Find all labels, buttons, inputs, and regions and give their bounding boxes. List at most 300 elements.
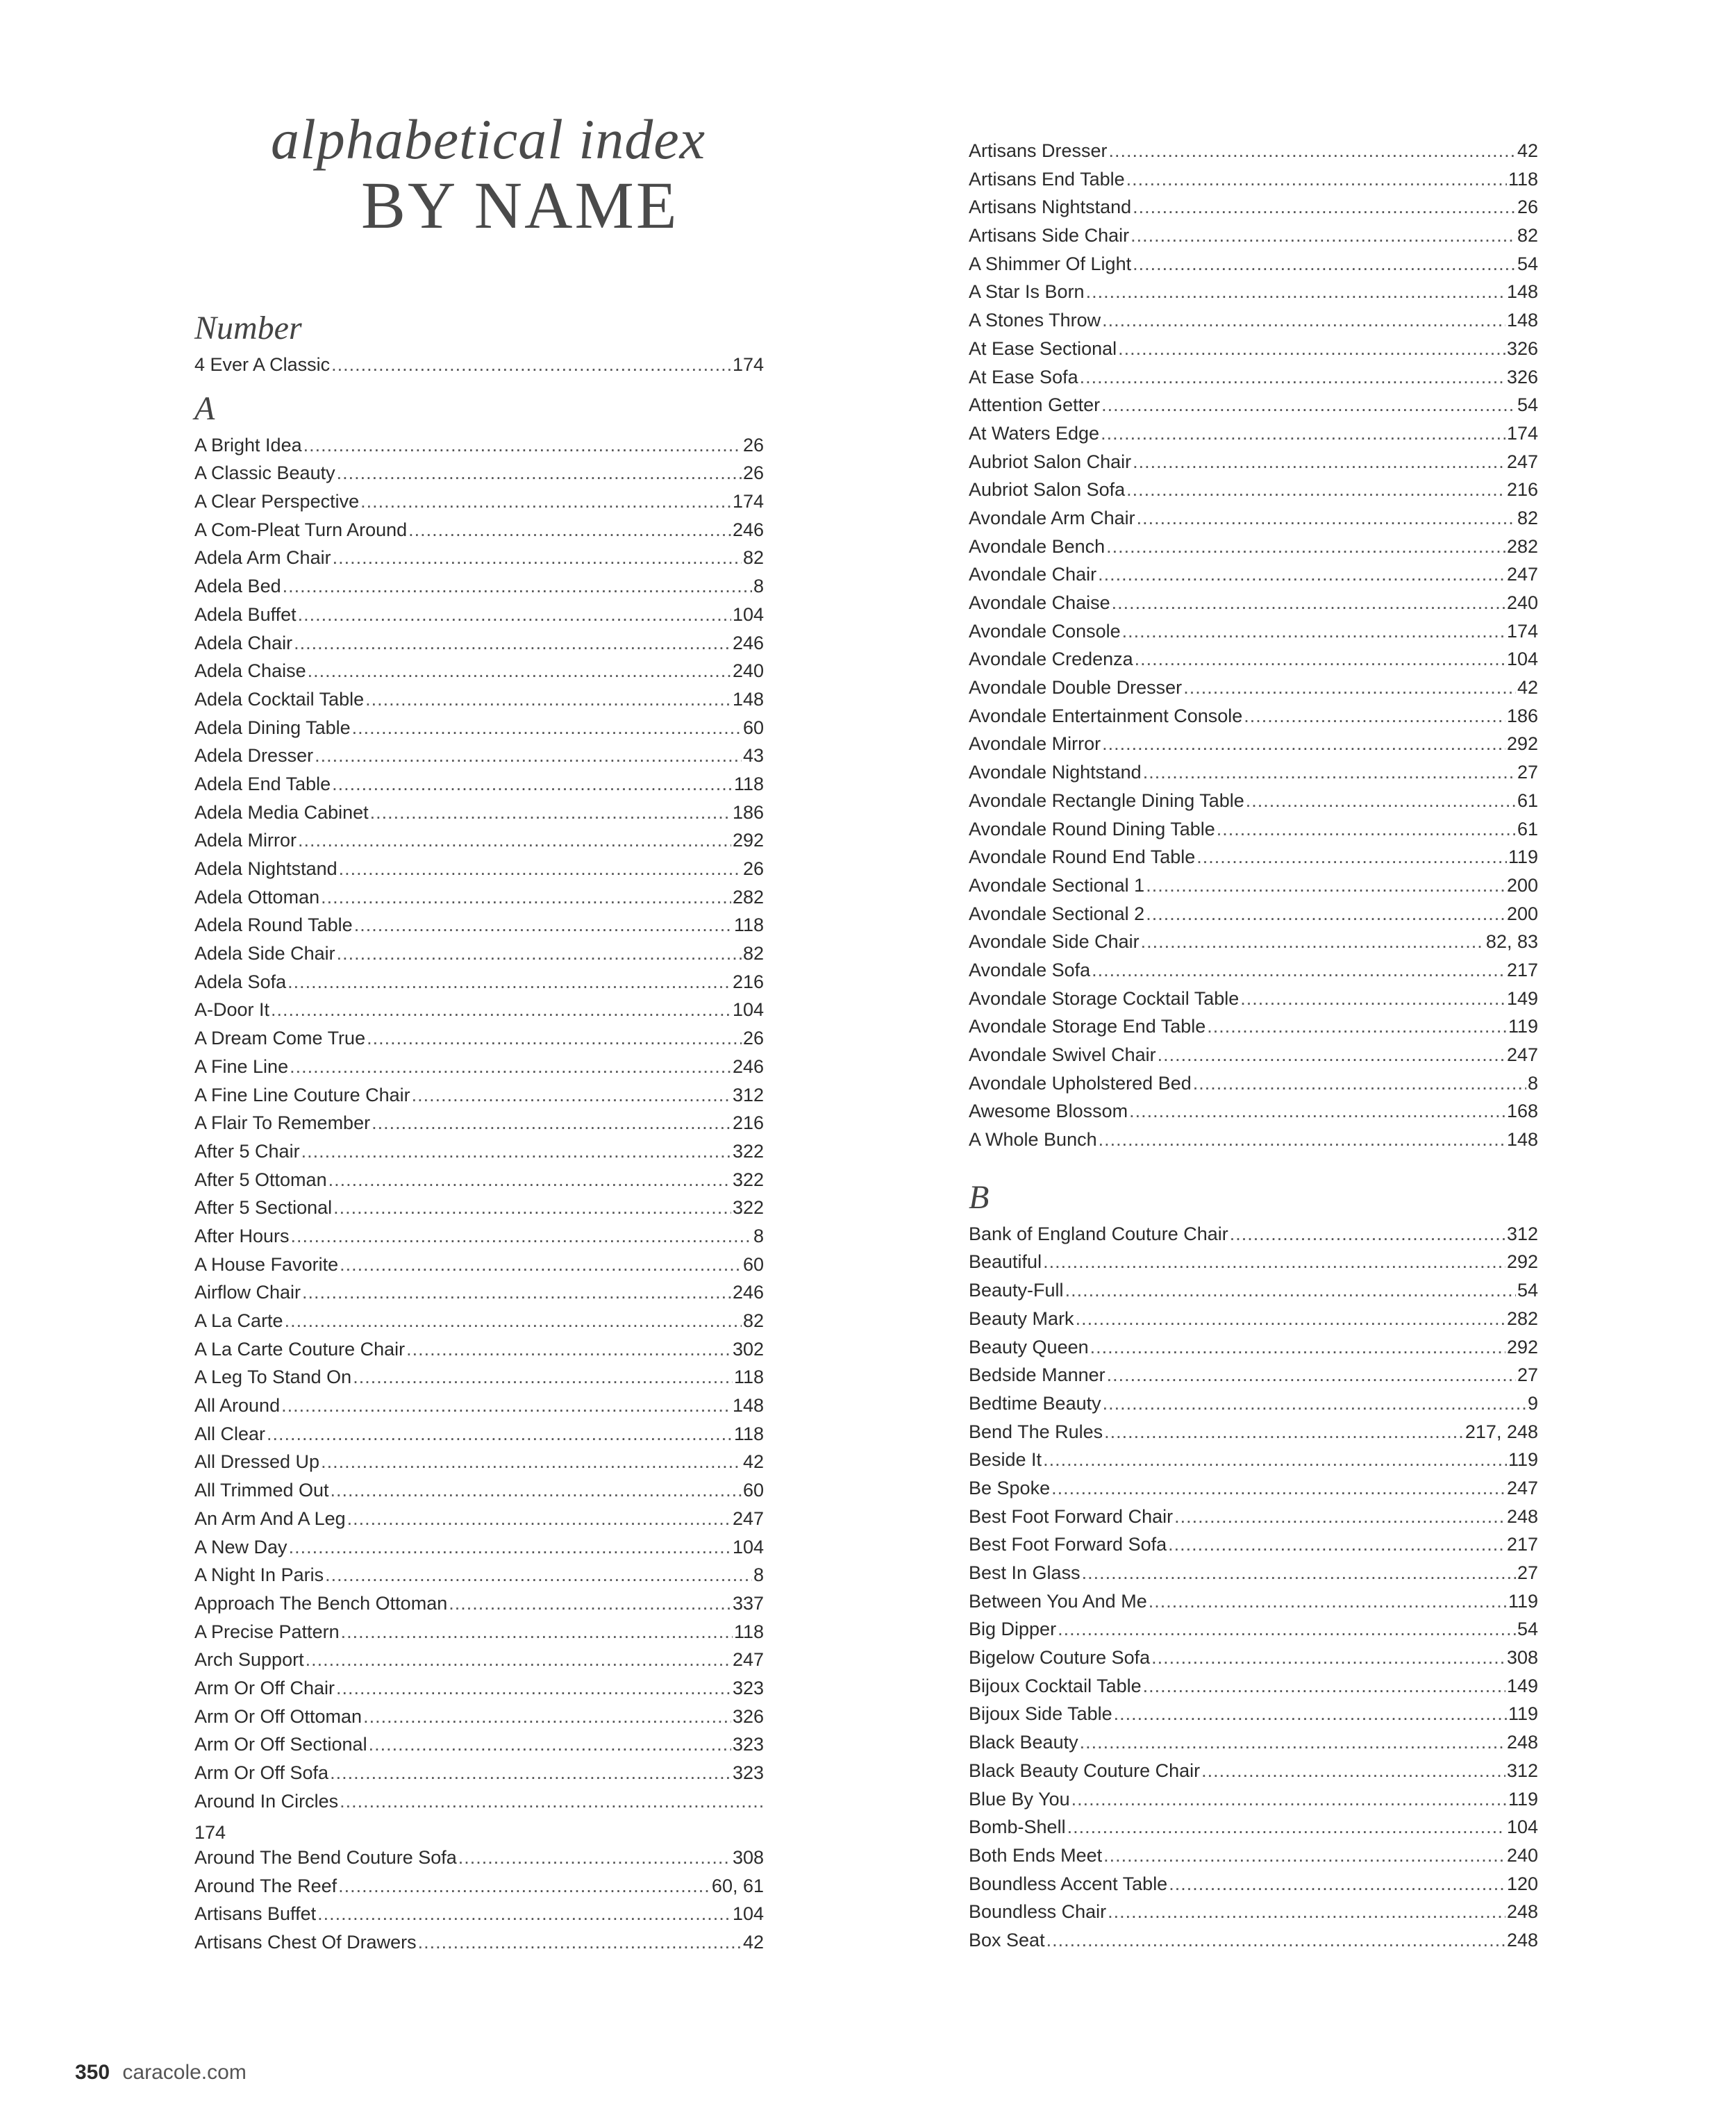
entry-pages: 200 bbox=[1506, 903, 1538, 924]
index-entry bbox=[194, 633, 764, 661]
index-entry bbox=[969, 1901, 1538, 1930]
dot-leader bbox=[333, 547, 742, 569]
dot-leader bbox=[308, 660, 731, 682]
entry-name: Around The Bend Couture Sofa bbox=[194, 1847, 457, 1869]
index-entry bbox=[969, 225, 1538, 253]
entry-pages: 292 bbox=[1506, 733, 1538, 755]
index-entry bbox=[194, 435, 764, 463]
index-entry bbox=[969, 1562, 1538, 1591]
index-entry bbox=[969, 1223, 1538, 1252]
entry-name: Adela Nightstand bbox=[194, 858, 337, 879]
dot-leader bbox=[1092, 960, 1505, 981]
index-entry bbox=[194, 1762, 764, 1791]
entry-pages: 119 bbox=[1508, 1590, 1538, 1612]
entry-name: Best Foot Forward Chair bbox=[969, 1505, 1174, 1527]
dot-leader bbox=[271, 999, 731, 1021]
entry-name: Avondale Storage End Table bbox=[969, 1016, 1206, 1037]
index-entry bbox=[194, 1649, 764, 1678]
entry-name: Beautiful bbox=[969, 1251, 1042, 1273]
entry-name: Artisans Nightstand bbox=[969, 197, 1132, 218]
entry-pages: 186 bbox=[1506, 705, 1538, 726]
index-entry bbox=[969, 310, 1538, 338]
entry-name: Bedtime Beauty bbox=[969, 1392, 1101, 1414]
entry-name: A Dream Come True bbox=[194, 1028, 366, 1049]
entry-name: Avondale Arm Chair bbox=[969, 507, 1135, 528]
index-entry bbox=[194, 717, 764, 746]
index-entry bbox=[194, 1734, 764, 1762]
index-entry bbox=[194, 519, 764, 548]
entry-name: Avondale Upholstered Bed bbox=[969, 1072, 1192, 1094]
index-entry bbox=[969, 338, 1538, 367]
index-entry bbox=[194, 547, 764, 576]
dot-leader bbox=[1080, 1732, 1505, 1753]
dot-leader bbox=[1067, 1816, 1505, 1838]
index-entry bbox=[969, 1016, 1538, 1044]
dot-leader bbox=[1051, 1478, 1505, 1499]
dot-leader bbox=[1109, 140, 1516, 162]
dot-leader bbox=[1104, 1421, 1464, 1443]
index-entry bbox=[194, 1875, 764, 1904]
entry-name: Adela End Table bbox=[194, 773, 331, 794]
index-entry bbox=[194, 1932, 764, 1960]
entry-name: Adela Mirror bbox=[194, 830, 297, 851]
entry-name: Approach The Bench Ottoman bbox=[194, 1592, 448, 1614]
index-entry bbox=[969, 1308, 1538, 1337]
entry-name: Big Dipper bbox=[969, 1619, 1057, 1640]
entry-name: Bijoux Cocktail Table bbox=[969, 1675, 1142, 1696]
index-entry bbox=[969, 508, 1538, 536]
index-entry bbox=[194, 1395, 764, 1423]
entry-name: Artisans Side Chair bbox=[969, 225, 1130, 247]
index-entry bbox=[969, 1619, 1538, 1647]
entry-pages: 54 bbox=[1517, 1280, 1538, 1301]
dot-leader bbox=[458, 1847, 731, 1869]
index-entry bbox=[969, 1449, 1538, 1478]
index-entry bbox=[969, 1816, 1538, 1845]
index-entry bbox=[969, 762, 1538, 790]
entry-pages: 148 bbox=[1506, 281, 1538, 303]
entry-name: A La Carte bbox=[194, 1310, 283, 1331]
entry-pages: 42 bbox=[742, 1451, 764, 1473]
entry-name: Adela Ottoman bbox=[194, 886, 320, 908]
entry-pages: 26 bbox=[1517, 197, 1538, 218]
entry-name: Around The Reef bbox=[194, 1875, 337, 1896]
entry-name: Avondale Mirror bbox=[969, 733, 1101, 755]
entry-name: A New Day bbox=[194, 1536, 287, 1557]
index-entry bbox=[969, 1760, 1538, 1789]
dot-leader bbox=[1103, 1393, 1526, 1414]
entry-pages: 168 bbox=[1506, 1101, 1538, 1122]
entry-pages: 240 bbox=[1506, 1844, 1538, 1866]
dot-leader bbox=[412, 1085, 731, 1106]
entry-name: Avondale Rectangle Dining Table bbox=[969, 790, 1244, 811]
entry-name: Bijoux Side Table bbox=[969, 1703, 1112, 1725]
dot-leader bbox=[1076, 1308, 1505, 1330]
entry-pages: 217 bbox=[1506, 1534, 1538, 1555]
entry-pages: 43 bbox=[742, 745, 764, 767]
entry-name: Attention Getter bbox=[969, 394, 1101, 416]
entry-pages: 322 bbox=[732, 1169, 764, 1190]
dot-leader bbox=[365, 689, 731, 710]
index-entry bbox=[969, 1789, 1538, 1817]
dot-leader bbox=[363, 1706, 731, 1728]
dot-leader bbox=[1246, 790, 1516, 812]
dot-leader bbox=[406, 1339, 731, 1360]
index-entry bbox=[969, 1676, 1538, 1704]
index-entry bbox=[969, 1591, 1538, 1619]
dot-leader bbox=[1107, 1364, 1516, 1386]
dot-leader bbox=[325, 1564, 752, 1586]
page-number: 350 bbox=[75, 2061, 110, 2084]
dot-leader bbox=[1065, 1280, 1516, 1301]
entry-pages: 174 bbox=[732, 491, 764, 512]
dot-leader bbox=[306, 1649, 731, 1671]
dot-leader bbox=[294, 633, 731, 654]
entry-name: Avondale Sectional 1 bbox=[969, 874, 1145, 896]
entry-name: Avondale Sofa bbox=[969, 959, 1091, 980]
entry-pages: 104 bbox=[732, 1903, 764, 1925]
dot-leader bbox=[1133, 253, 1516, 275]
entry-name: Adela Round Table bbox=[194, 914, 353, 936]
dot-leader bbox=[367, 1028, 742, 1049]
entry-name: After 5 Ottoman bbox=[194, 1169, 327, 1190]
entry-pages: 308 bbox=[732, 1847, 764, 1869]
entry-pages: 42 bbox=[1517, 140, 1538, 161]
entry-pages: 61 bbox=[1517, 790, 1538, 811]
index-entry bbox=[969, 1421, 1538, 1450]
dot-leader bbox=[1043, 1251, 1505, 1273]
index-entry bbox=[969, 140, 1538, 169]
entry-pages: 292 bbox=[1506, 1336, 1538, 1357]
index-entry bbox=[969, 1873, 1538, 1902]
entry-name: A Stones Throw bbox=[969, 310, 1101, 331]
entry-pages: 247 bbox=[732, 1649, 764, 1671]
dot-leader bbox=[369, 1734, 731, 1755]
dot-leader bbox=[354, 914, 733, 936]
entry-pages: 149 bbox=[1506, 987, 1538, 1009]
index-entry bbox=[194, 462, 764, 491]
index-entry bbox=[194, 1847, 764, 1875]
entry-pages: 26 bbox=[742, 434, 764, 456]
entry-name: After 5 Chair bbox=[194, 1140, 300, 1162]
entry-pages: 118 bbox=[733, 1367, 764, 1388]
dot-leader bbox=[1103, 1845, 1505, 1866]
entry-name: A Clear Perspective bbox=[194, 491, 360, 512]
entry-pages: 26 bbox=[742, 462, 764, 484]
entry-name: Black Beauty Couture Chair bbox=[969, 1760, 1201, 1781]
footer-site: caracole.com bbox=[122, 2061, 247, 2084]
index-entry bbox=[969, 790, 1538, 819]
entry-name: Arm Or Off Ottoman bbox=[194, 1705, 362, 1727]
entry-name: Artisans Buffet bbox=[194, 1903, 317, 1925]
entry-name: Avondale Entertainment Console bbox=[969, 705, 1243, 726]
entry-pages: 282 bbox=[732, 886, 764, 908]
entry-name: Aubriot Salon Sofa bbox=[969, 479, 1126, 501]
dot-leader bbox=[1118, 338, 1505, 360]
dot-leader bbox=[1133, 197, 1516, 218]
dot-leader bbox=[340, 1254, 742, 1276]
index-entry bbox=[194, 1903, 764, 1932]
dot-leader bbox=[1080, 367, 1505, 388]
entry-name: A Fine Line bbox=[194, 1055, 289, 1077]
index-entry bbox=[969, 394, 1538, 423]
dot-leader bbox=[1217, 819, 1516, 840]
dot-leader bbox=[301, 1141, 731, 1162]
index-entry bbox=[969, 281, 1538, 310]
section-spacer bbox=[969, 1158, 1538, 1171]
index-entry bbox=[969, 819, 1538, 847]
dot-leader bbox=[290, 1056, 731, 1078]
index-entry bbox=[969, 1251, 1538, 1280]
index-entry bbox=[194, 1480, 764, 1508]
dot-leader bbox=[1230, 1223, 1505, 1245]
entry-pages: 104 bbox=[732, 603, 764, 625]
index-entry bbox=[969, 988, 1538, 1017]
index-entry bbox=[969, 649, 1538, 677]
entry-name: Best In Glass bbox=[969, 1562, 1080, 1583]
dot-leader bbox=[1102, 310, 1505, 331]
dot-leader bbox=[408, 519, 731, 541]
index-entry bbox=[969, 846, 1538, 875]
entry-pages: 9 bbox=[1527, 1392, 1538, 1414]
dot-leader bbox=[1244, 705, 1505, 727]
entry-pages: 82 bbox=[1517, 225, 1538, 247]
entry-name: Avondale Credenza bbox=[969, 649, 1133, 670]
entry-name: Boundless Chair bbox=[969, 1901, 1107, 1923]
index-entry bbox=[194, 604, 764, 633]
entry-name: A House Favorite bbox=[194, 1253, 339, 1275]
entry-pages: 322 bbox=[732, 1140, 764, 1162]
entry-pages: 312 bbox=[1506, 1223, 1538, 1244]
entry-pages: 216 bbox=[732, 1112, 764, 1134]
dot-leader bbox=[1058, 1619, 1516, 1640]
entry-name: Avondale Storage Cocktail Table bbox=[969, 987, 1240, 1009]
entry-pages: 322 bbox=[732, 1197, 764, 1219]
dot-leader bbox=[1101, 394, 1516, 416]
dot-leader bbox=[1071, 1789, 1507, 1810]
dot-leader bbox=[1149, 1591, 1507, 1612]
index-entry bbox=[194, 1423, 764, 1452]
entry-pages: 326 bbox=[1506, 337, 1538, 359]
entry-pages: 247 bbox=[1506, 451, 1538, 472]
dot-leader bbox=[1133, 451, 1505, 473]
entry-name: All Around bbox=[194, 1395, 281, 1417]
dot-leader bbox=[1114, 1703, 1507, 1725]
dot-leader bbox=[267, 1423, 733, 1445]
entry-pages: 61 bbox=[1517, 818, 1538, 839]
entry-name: Adela Bed bbox=[194, 576, 281, 597]
entry-pages: 174 bbox=[1506, 422, 1538, 444]
entry-name: A Flair To Remember bbox=[194, 1112, 371, 1134]
entry-name: A Shimmer Of Light bbox=[969, 253, 1132, 274]
entry-pages: 148 bbox=[1506, 310, 1538, 331]
index-entry bbox=[969, 423, 1538, 451]
index-entry bbox=[194, 1085, 764, 1113]
entry-name: Artisans End Table bbox=[969, 168, 1125, 190]
entry-pages: 282 bbox=[1506, 1308, 1538, 1329]
entry-name: 4 Ever A Classic bbox=[194, 354, 331, 375]
dot-leader bbox=[1158, 1044, 1505, 1066]
dot-leader bbox=[321, 887, 731, 908]
entry-pages: 27 bbox=[1517, 1562, 1538, 1583]
entry-name: Box Seat bbox=[969, 1929, 1045, 1950]
dot-leader bbox=[1146, 875, 1505, 896]
dot-leader bbox=[353, 1367, 733, 1388]
index-entry bbox=[194, 354, 764, 383]
dot-leader bbox=[298, 604, 731, 626]
dot-leader bbox=[1112, 592, 1505, 614]
index-entry bbox=[194, 830, 764, 858]
index-entry bbox=[969, 1478, 1538, 1506]
dot-leader bbox=[331, 354, 731, 376]
dot-leader bbox=[339, 858, 742, 880]
entry-pages: 240 bbox=[1506, 592, 1538, 613]
entry-pages: 120 bbox=[1506, 1873, 1538, 1894]
index-entry bbox=[969, 564, 1538, 592]
index-entry bbox=[194, 802, 764, 830]
index-entry bbox=[194, 1197, 764, 1226]
entry-pages: 8 bbox=[753, 1225, 764, 1246]
index-entry bbox=[194, 999, 764, 1028]
entry-pages: 118 bbox=[733, 914, 764, 936]
dot-leader bbox=[1146, 903, 1505, 925]
entry-pages: 26 bbox=[742, 858, 764, 879]
dot-leader bbox=[1086, 281, 1505, 303]
index-entry bbox=[969, 1534, 1538, 1562]
entry-name: Avondale Sectional 2 bbox=[969, 903, 1145, 924]
entry-name: Adela Dresser bbox=[194, 745, 314, 767]
page-footer bbox=[75, 2061, 247, 2085]
dot-leader bbox=[1143, 1676, 1505, 1697]
entry-name: After Hours bbox=[194, 1225, 290, 1246]
index-entry bbox=[969, 1337, 1538, 1365]
dot-leader bbox=[1108, 1901, 1505, 1923]
index-entry bbox=[194, 1226, 764, 1254]
dot-leader bbox=[1169, 1873, 1505, 1895]
entry-pages: 104 bbox=[732, 1536, 764, 1557]
index-entry bbox=[969, 1703, 1538, 1732]
entry-pages: 200 bbox=[1506, 874, 1538, 896]
entry-name: Adela Media Cabinet bbox=[194, 801, 369, 823]
entry-name: Bank of England Couture Chair bbox=[969, 1223, 1228, 1244]
entry-pages: 240 bbox=[732, 660, 764, 682]
entry-name: Arm Or Off Sectional bbox=[194, 1734, 367, 1755]
index-entry bbox=[194, 1028, 764, 1056]
index-entry bbox=[194, 858, 764, 887]
entry-name: Adela Chair bbox=[194, 632, 293, 653]
entry-pages: 60, 61 bbox=[711, 1875, 764, 1896]
index-entry bbox=[969, 1044, 1538, 1073]
index-entry bbox=[194, 660, 764, 689]
index-entry bbox=[969, 931, 1538, 960]
dot-leader bbox=[328, 1169, 731, 1191]
dot-leader bbox=[1141, 931, 1485, 953]
index-entry bbox=[194, 1141, 764, 1169]
entry-pages: 326 bbox=[732, 1705, 764, 1727]
right-index-column bbox=[969, 140, 1538, 1958]
index-entry bbox=[194, 1537, 764, 1565]
index-entry bbox=[969, 1129, 1538, 1158]
entry-pages: 247 bbox=[1506, 1477, 1538, 1498]
index-entry bbox=[194, 943, 764, 971]
dot-leader bbox=[1201, 1760, 1505, 1782]
index-entry bbox=[969, 592, 1538, 621]
entry-pages: 174 bbox=[732, 354, 764, 375]
dot-leader bbox=[1101, 423, 1505, 444]
dot-leader bbox=[360, 491, 731, 512]
index-entry bbox=[969, 169, 1538, 197]
index-entry bbox=[194, 1706, 764, 1735]
index-entry bbox=[194, 1451, 764, 1480]
entry-pages: 217 bbox=[1506, 959, 1538, 980]
index-entry bbox=[194, 971, 764, 1000]
index-entry bbox=[194, 914, 764, 943]
entry-name: A Com-Pleat Turn Around bbox=[194, 519, 408, 540]
entry-pages: 337 bbox=[732, 1592, 764, 1614]
dot-leader bbox=[1193, 1073, 1526, 1094]
dot-leader bbox=[321, 1451, 742, 1473]
entry-name: All Trimmed Out bbox=[194, 1480, 329, 1501]
entry-name: A Leg To Stand On bbox=[194, 1367, 352, 1388]
entry-pages: 8 bbox=[1527, 1072, 1538, 1094]
index-entry bbox=[194, 491, 764, 519]
entry-pages: 149 bbox=[1506, 1675, 1538, 1696]
dot-leader bbox=[1143, 762, 1516, 783]
entry-pages: 54 bbox=[1517, 253, 1538, 274]
entry-pages: 282 bbox=[1506, 535, 1538, 557]
index-entry bbox=[969, 677, 1538, 705]
entry-name: Bend The Rules bbox=[969, 1421, 1103, 1442]
entry-pages: 246 bbox=[732, 1055, 764, 1077]
dot-leader bbox=[340, 1791, 762, 1812]
entry-pages: 248 bbox=[1506, 1732, 1538, 1753]
entry-pages: 119 bbox=[1508, 1703, 1538, 1725]
entry-pages: 82 bbox=[742, 1310, 764, 1331]
dot-leader bbox=[1130, 225, 1516, 247]
dot-leader bbox=[338, 1875, 710, 1897]
entry-pages: 119 bbox=[1508, 846, 1538, 868]
index-entry bbox=[969, 197, 1538, 225]
dot-leader bbox=[1135, 649, 1505, 670]
entry-pages: 248 bbox=[1506, 1929, 1538, 1950]
dot-leader bbox=[1082, 1562, 1516, 1584]
entry-name: Aubriot Salon Chair bbox=[969, 451, 1132, 472]
entry-pages: 82 bbox=[1517, 507, 1538, 528]
dot-leader bbox=[315, 745, 742, 767]
entry-name: A Precise Pattern bbox=[194, 1621, 340, 1642]
entry-pages: 26 bbox=[742, 1028, 764, 1049]
entry-name: Bigelow Couture Sofa bbox=[969, 1647, 1151, 1669]
index-entry bbox=[969, 1506, 1538, 1535]
index-entry bbox=[194, 1254, 764, 1283]
left-index-column bbox=[194, 302, 764, 1960]
section-heading: Number bbox=[194, 310, 302, 346]
entry-pages: 174 bbox=[1506, 620, 1538, 642]
index-entry bbox=[194, 1339, 764, 1367]
entry-pages: 323 bbox=[732, 1734, 764, 1755]
dot-leader bbox=[1196, 846, 1507, 868]
dot-leader bbox=[298, 830, 731, 851]
entry-pages: 119 bbox=[1508, 1449, 1538, 1471]
dot-leader bbox=[1151, 1647, 1505, 1669]
entry-pages: 118 bbox=[733, 1423, 764, 1444]
dot-leader bbox=[283, 576, 752, 597]
index-entry bbox=[194, 1056, 764, 1085]
entry-name: Blue By You bbox=[969, 1788, 1070, 1810]
entry-name: A Star Is Born bbox=[969, 281, 1085, 303]
entry-name: An Arm And A Leg bbox=[194, 1507, 346, 1529]
entry-name: Avondale Side Chair bbox=[969, 931, 1140, 953]
